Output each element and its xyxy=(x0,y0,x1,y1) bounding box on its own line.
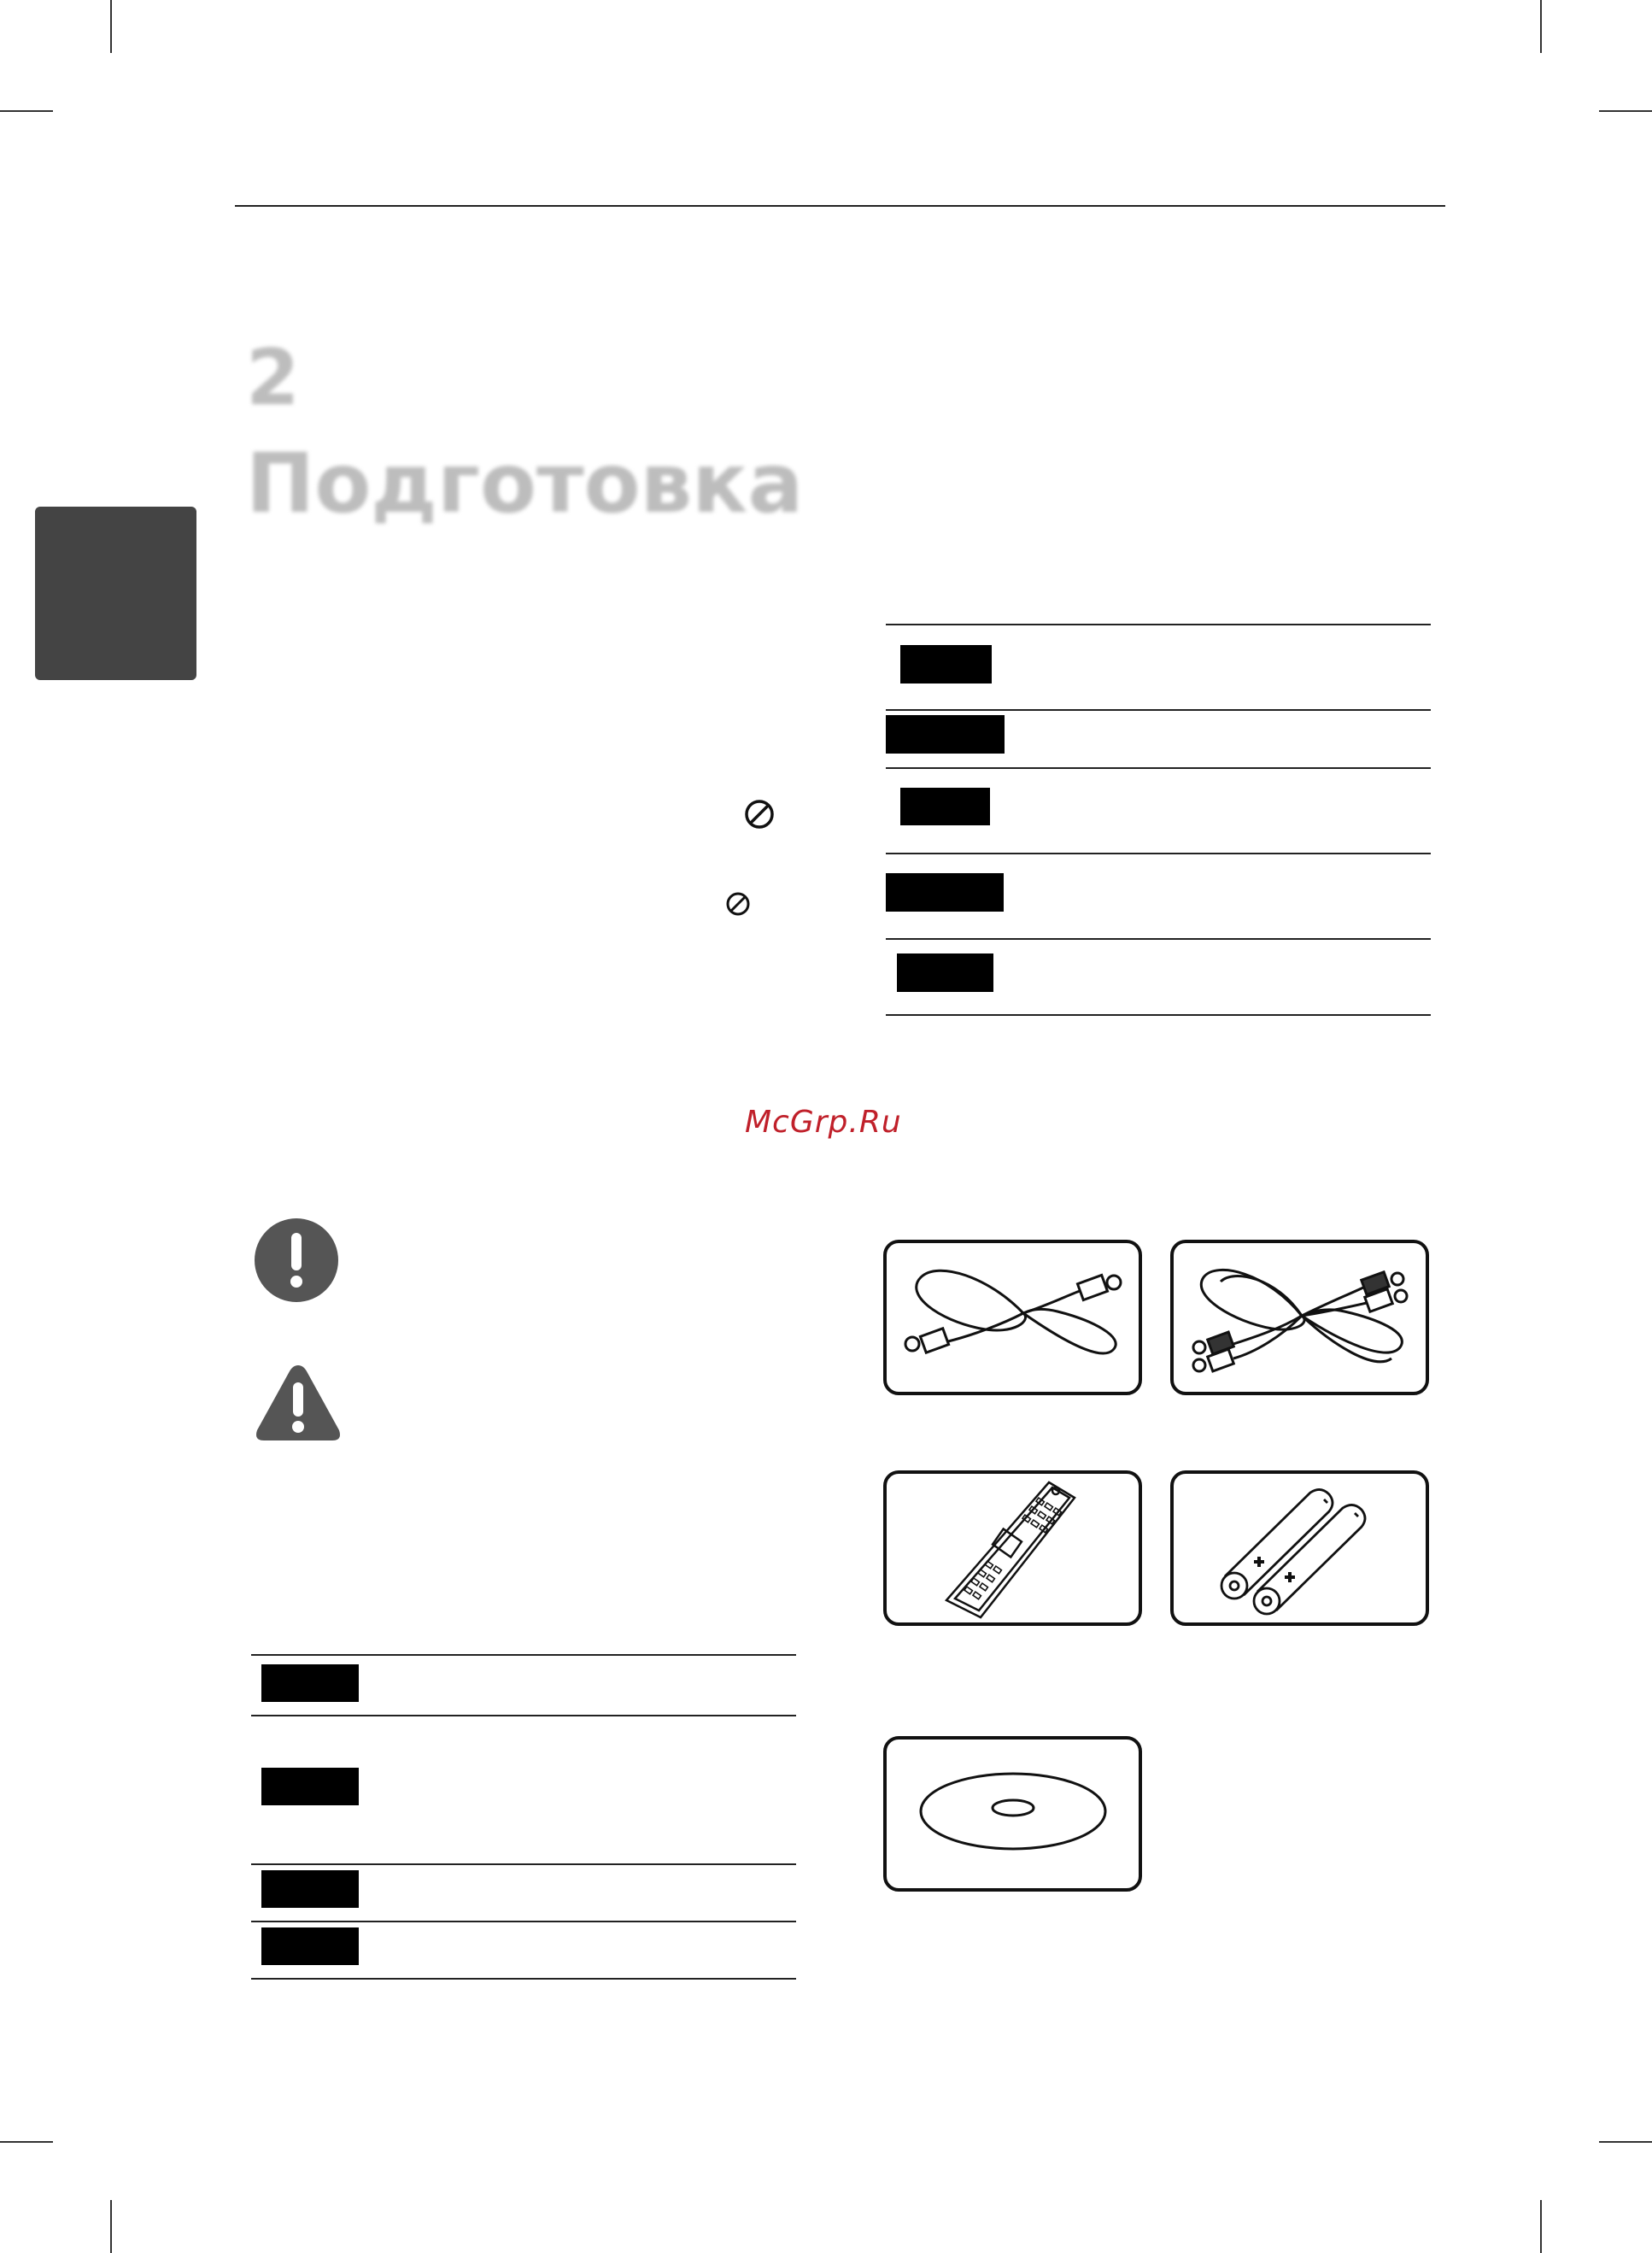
accessory-batteries xyxy=(1170,1470,1429,1626)
crop-mark xyxy=(1540,0,1542,53)
table-rule xyxy=(251,1921,796,1922)
exclamation-circle-icon xyxy=(254,1217,339,1303)
batteries-icon xyxy=(1174,1474,1426,1622)
prohibit-symbol-icon xyxy=(724,890,752,918)
table-rule xyxy=(251,1654,796,1656)
accessory-video-cable xyxy=(883,1240,1142,1395)
redacted-label xyxy=(886,715,1005,754)
table-rule xyxy=(886,709,1431,711)
side-tab xyxy=(35,507,196,680)
header-rule xyxy=(235,205,1445,207)
crop-mark xyxy=(1599,110,1652,112)
watermark: McGrp.Ru xyxy=(745,1105,902,1140)
redacted-label xyxy=(261,1664,359,1702)
crop-mark xyxy=(110,2200,112,2253)
warning-triangle-icon xyxy=(254,1362,343,1444)
accessory-disc xyxy=(883,1736,1142,1892)
redacted-label xyxy=(261,1927,359,1965)
crop-mark xyxy=(0,110,53,112)
audio-cable-icon xyxy=(1174,1243,1426,1392)
crop-mark xyxy=(110,0,112,53)
table-rule xyxy=(886,624,1431,625)
table-rule xyxy=(251,1863,796,1865)
redacted-label xyxy=(900,645,992,684)
table-rule xyxy=(886,767,1431,769)
table-rule xyxy=(251,1978,796,1980)
video-cable-icon xyxy=(887,1243,1139,1392)
crop-mark xyxy=(1540,2200,1542,2253)
redacted-label xyxy=(900,788,990,825)
table-rule xyxy=(251,1715,796,1716)
crop-mark xyxy=(0,2141,53,2143)
crop-mark xyxy=(1599,2141,1652,2143)
chapter-title: Подготовка xyxy=(246,436,804,531)
table-rule xyxy=(886,853,1431,854)
accessory-audio-cable xyxy=(1170,1240,1429,1395)
chapter-number: 2 xyxy=(246,333,300,423)
redacted-label xyxy=(261,1768,359,1805)
table-rule xyxy=(886,1014,1431,1016)
prohibit-symbol-icon xyxy=(742,797,776,831)
disc-icon xyxy=(887,1740,1139,1888)
table-rule xyxy=(886,938,1431,940)
accessory-remote xyxy=(883,1470,1142,1626)
redacted-label xyxy=(886,873,1004,912)
redacted-label xyxy=(897,953,993,992)
redacted-label xyxy=(261,1870,359,1908)
remote-control-icon xyxy=(887,1474,1139,1622)
